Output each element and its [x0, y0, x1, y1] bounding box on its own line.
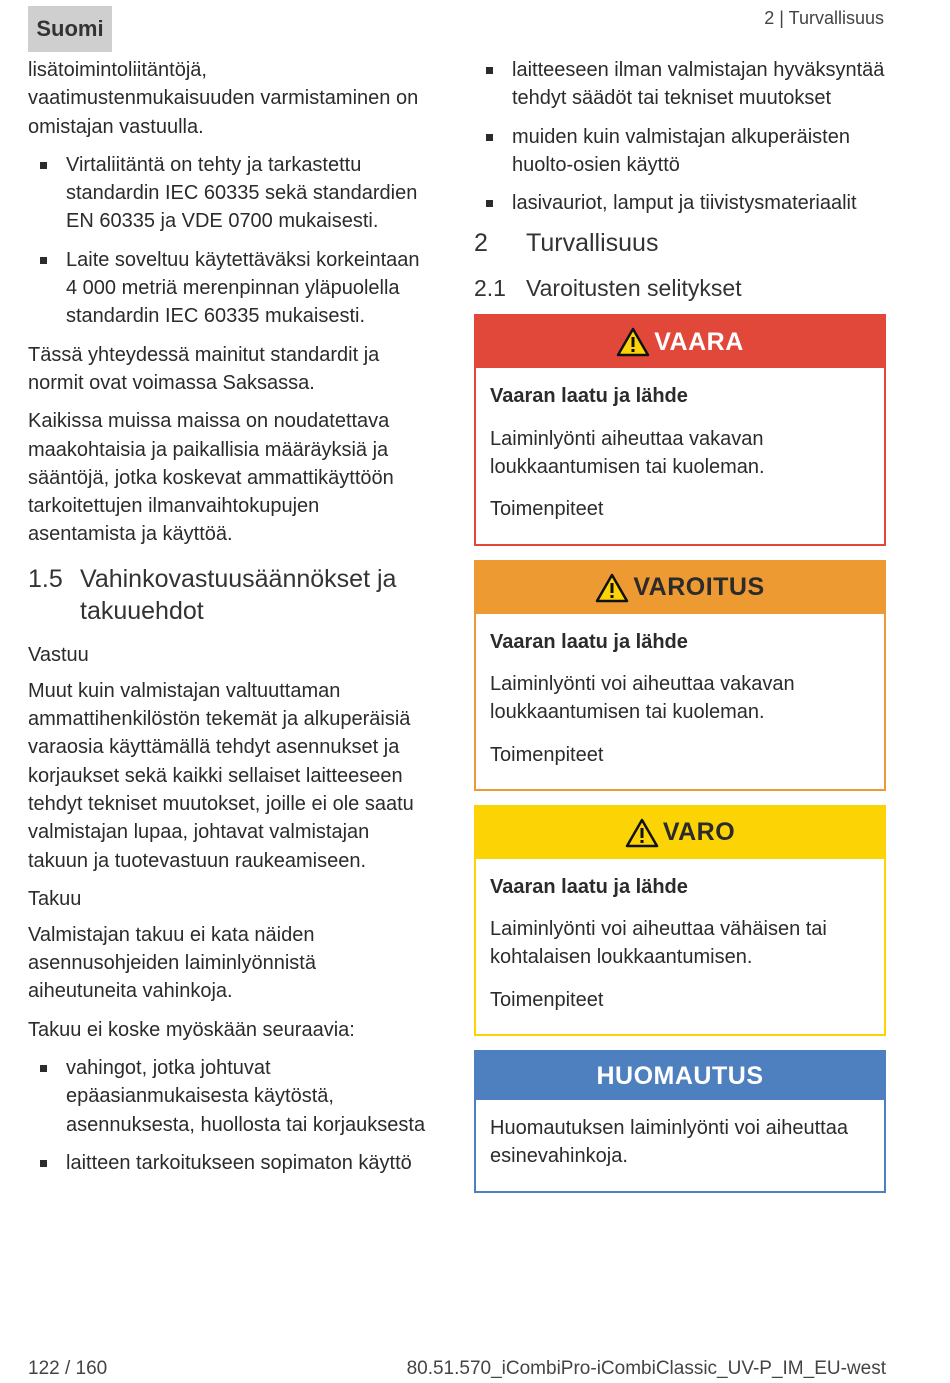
- page-number: 122 / 160: [28, 1358, 108, 1379]
- section-heading-liability: [28, 563, 430, 627]
- section-number: 1.5: [28, 564, 63, 593]
- hazard-actions: Toimenpiteet: [490, 988, 604, 1011]
- chapter-heading: [474, 227, 886, 259]
- chapter-title: Turvallisuus: [526, 229, 659, 258]
- list-item: Virtaliitäntä on tehty ja tarkastettu standardin IEC 60335 sekä standardien EN 60335 ja VDE 0700 mukaisesti.: [28, 151, 430, 236]
- list-item: vahingot, jotka johtuvat epäasianmukaisesta käytöstä, asennuksesta, huollosta tai korjauksesta: [28, 1054, 430, 1139]
- hazard-consequence: Laiminlyönti voi aiheuttaa vakavan loukkaantumisen tai kuoleman.: [490, 672, 795, 724]
- liability-subheading: Vastuu: [28, 643, 89, 666]
- warning-triangle-icon: [625, 818, 659, 848]
- liability-text: Muut kuin valmistajan valtuuttaman ammattihenkilöstön tekemät ja alkuperäisiä varaosia käyttämällä tehdyt asennukset ja korjaukset sekä kaikki sellaiset laitteeseen tehdyt tekniset muutokset, joille ei ole saatu valmistajan lupaa, johtavat valmistajan takuun ja tuotevastuun raukeamiseen.: [28, 679, 414, 872]
- section-header: 2 | Turvallisuus: [764, 8, 884, 28]
- notice-label: HUOMAUTUS: [596, 1061, 764, 1090]
- left-column: [28, 56, 430, 1187]
- section-title: Varoitusten selitykset: [526, 275, 742, 302]
- notice-box: [474, 1050, 886, 1193]
- hazard-title: Vaaran laatu ja lähde: [490, 630, 688, 653]
- list-item: muiden kuin valmistajan alkuperäisten huolto-osien käyttö: [474, 123, 886, 180]
- section-heading-warnings: [474, 273, 886, 304]
- list-item: laitteen tarkoitukseen sopimaton käyttö: [28, 1149, 430, 1177]
- list-item: lasivauriot, lamput ja tiivistysmateriaalit: [474, 189, 886, 217]
- exclusions-list: [28, 1054, 430, 1177]
- other-countries-note: Kaikissa muissa maissa on noudatettava maakohtaisia ja paikallisia määräyksiä ja sääntöjä, jotka koskevat ammattikäyttöön tarkoitettujen ilmanvaihtokupujen asentamista ja käyttöä.: [28, 410, 394, 546]
- exclusions-list-continued: [474, 56, 886, 217]
- hazard-title: Vaaran laatu ja lähde: [490, 385, 688, 408]
- language-tab: Suomi: [28, 6, 112, 52]
- warning-triangle-icon: [616, 327, 650, 357]
- warning-header: [476, 562, 884, 614]
- standards-list: [28, 151, 430, 331]
- notice-text: Huomautuksen laiminlyönti voi aiheuttaa esinevahinkoja.: [490, 1117, 848, 1168]
- chapter-number: 2: [474, 229, 488, 258]
- hazard-actions: Toimenpiteet: [490, 743, 604, 766]
- hazard-title: Vaaran laatu ja lähde: [490, 875, 688, 898]
- warning-box: [474, 560, 886, 791]
- standards-note: Tässä yhteydessä mainitut standardit ja normit ovat voimassa Saksassa.: [28, 343, 380, 394]
- notice-header: [476, 1052, 884, 1100]
- caution-header: [476, 807, 884, 859]
- danger-box: [474, 314, 886, 545]
- list-item: Laite soveltuu käytettäväksi korkeintaan 4 000 metriä merenpinnan yläpuolella standardin IEC 60335 mukaisesti.: [28, 246, 430, 331]
- list-item: laitteeseen ilman valmistajan hyväksyntää tehdyt säädöt tai tekniset muutokset: [474, 56, 886, 113]
- caution-label: VARO: [662, 818, 736, 847]
- hazard-consequence: Laiminlyönti voi aiheuttaa vähäisen tai kohtalaisen loukkaantumisen.: [490, 918, 827, 969]
- right-column: [474, 56, 886, 1207]
- danger-header: [476, 316, 884, 368]
- section-title: Vahinkovastuusäännökset ja takuuehdot: [80, 564, 397, 625]
- warning-label: VAROITUS: [633, 573, 765, 602]
- document-id: 80.51.570_iCombiPro-iCombiClassic_UV-P_IM_EU-west: [406, 1358, 886, 1379]
- caution-box: [474, 805, 886, 1036]
- warning-triangle-icon: [595, 573, 629, 603]
- intro-text: lisätoimintoliitäntöjä, vaatimustenmukaisuuden varmistaminen on omistajan vastuulla.: [28, 59, 419, 138]
- hazard-consequence: Laiminlyönti aiheuttaa vakavan loukkaantumisen tai kuoleman.: [490, 427, 765, 479]
- warranty-exclusions-intro: Takuu ei koske myöskään seuraavia:: [28, 1018, 355, 1041]
- hazard-actions: Toimenpiteet: [490, 498, 604, 521]
- warranty-text: Valmistajan takuu ei kata näiden asennusohjeiden laiminlyönnistä aiheutuneita vahinkoja.: [28, 923, 316, 1003]
- warranty-subheading: Takuu: [28, 887, 82, 910]
- section-number: 2.1: [474, 275, 506, 302]
- danger-label: VAARA: [654, 327, 744, 356]
